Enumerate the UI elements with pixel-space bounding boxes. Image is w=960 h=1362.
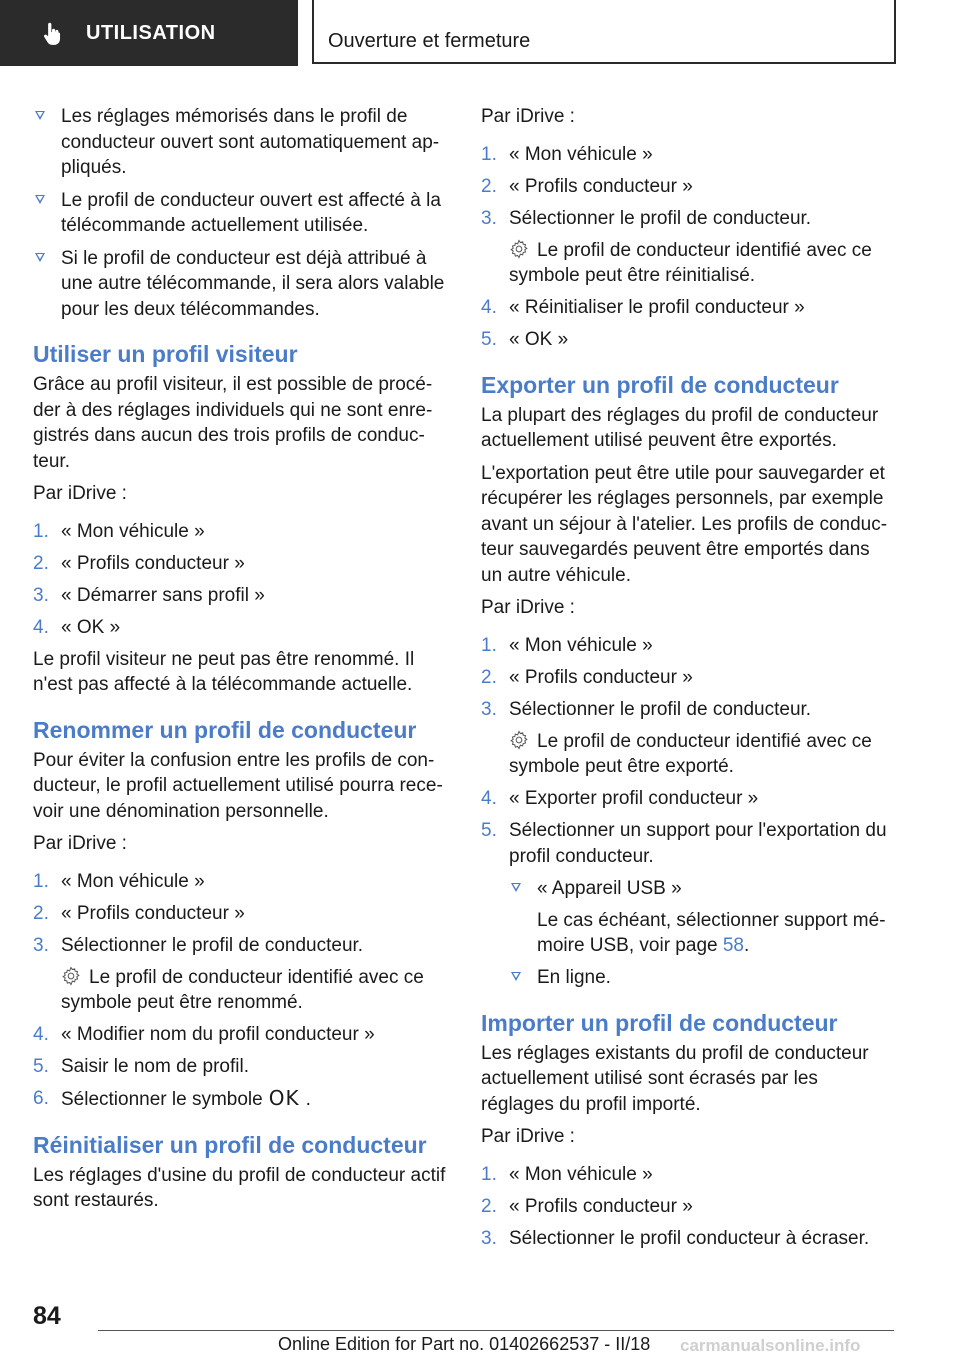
left-column xyxy=(33,104,447,1221)
paragraph: L'exportation peut être utile pour sauvegarder et récupérer les réglages personnels, par exemple avant un séjour à l'atelier. Les profils de conducteur sauvegardés peuvent être emportés dans un autre véhicule. xyxy=(481,462,888,586)
step-item: 6. Sélectionner le symbole OK . xyxy=(33,1086,311,1110)
triangle-bullet-icon xyxy=(35,195,45,204)
paragraph: Les réglages d'usine du profil de conducteur actif sont restaurés. xyxy=(33,1164,446,1211)
paragraph: Par iDrive : xyxy=(33,833,127,854)
gear-icon xyxy=(509,239,529,259)
section-title-box xyxy=(312,0,896,64)
chapter-tab xyxy=(0,0,298,66)
step-item: 3. Sélectionner le profil de conducteur. xyxy=(481,207,812,229)
sub-bullet-item: « Appareil USB » xyxy=(481,876,895,902)
page-header xyxy=(0,0,960,66)
step-item: 1. « Mon véhicule » xyxy=(481,143,653,165)
step-item: 2. « Profils conducteur » xyxy=(33,902,245,924)
step-item: 2. « Profils conducteur » xyxy=(481,666,693,688)
paragraph: Les réglages existants du profil de conducteur actuellement utilisé sont écrasés par les réglages du profil importé. xyxy=(481,1042,869,1115)
step-item: 3. « Démarrer sans profil » xyxy=(33,584,265,606)
edition-note: Online Edition for Part no. 01402662537 - II/18 xyxy=(278,1334,651,1354)
watermark: carmanualsonline.info xyxy=(680,1336,861,1355)
paragraph: Par iDrive : xyxy=(33,483,127,504)
paragraph: Le profil visiteur ne peut pas être renommé. Il n'est pas affecté à la télécommande actuelle. xyxy=(33,648,415,695)
page-link[interactable]: 58 xyxy=(722,935,744,956)
step-item: 1. « Mon véhicule » xyxy=(481,1163,653,1185)
gear-icon xyxy=(509,730,529,750)
heading-rename-profile: Renommer un profil de conducteur xyxy=(33,716,417,743)
bullet-item: Les réglages mémorisés dans le profil de conducteur ouvert sont automatiquement appliqués. xyxy=(33,104,447,181)
heading-import-profile: Importer un profil de conducteur xyxy=(481,1009,838,1036)
gear-icon xyxy=(61,966,81,986)
bullet-item: Si le profil de conducteur est déjà attribué à une autre télécommande, il sera alors valable pour les deux télécommandes. xyxy=(33,246,447,323)
paragraph: Par iDrive : xyxy=(481,597,575,618)
step-item: 4. « Réinitialiser le profil conducteur » xyxy=(481,297,805,318)
chapter-title: UTILISATION xyxy=(86,21,216,44)
section-title: Ouverture et fermeture xyxy=(328,30,531,52)
step-item: 1. « Mon véhicule » xyxy=(33,870,205,892)
step-note: Le profil de conducteur identifié avec ce symbole peut être exporté. xyxy=(509,730,872,777)
step-note: Le profil de conducteur identifié avec ce symbole peut être renommé. xyxy=(61,966,424,1013)
step-item: 2. « Profils conducteur » xyxy=(33,552,245,574)
step-item: 4. « Modifier nom du profil conducteur » xyxy=(33,1024,375,1045)
footer-divider xyxy=(98,1330,894,1331)
triangle-bullet-icon xyxy=(511,972,521,981)
paragraph: Grâce au profil visiteur, il est possible de procéder à des réglages individuels qui ne sont enregistrés dans aucun des trois profils de conducteur. xyxy=(33,374,433,472)
bullet-item: Le profil de conducteur ouvert est affecté à la télécommande actuellement utilisée. xyxy=(33,188,447,239)
sub-bullet-item: En ligne. xyxy=(481,965,895,991)
heading-reset-profile: Réinitialiser un profil de conducteur xyxy=(33,1131,427,1158)
step-item: 1. « Mon véhicule » xyxy=(33,520,205,542)
step-item: 1. « Mon véhicule » xyxy=(481,634,653,656)
triangle-bullet-icon xyxy=(511,883,521,892)
step-item: 5. Sélectionner un support pour l'exportation du profil conducteur. xyxy=(481,820,887,867)
step-item: 3. Sélectionner le profil conducteur à écraser. xyxy=(481,1227,870,1249)
step-note: Le profil de conducteur identifié avec ce symbole peut être réinitialisé. xyxy=(509,239,872,286)
paragraph: Pour éviter la confusion entre les profils de conducteur, le profil actuellement utilisé pourra recevoir une dénomination personnelle. xyxy=(33,749,443,822)
step-item: 3. Sélectionner le profil de conducteur. xyxy=(481,698,812,720)
triangle-bullet-icon xyxy=(35,111,45,120)
paragraph: La plupart des réglages du profil de conducteur actuellement utilisé peuvent être exportés. xyxy=(481,404,879,451)
triangle-bullet-icon xyxy=(35,253,45,262)
right-column xyxy=(481,104,895,1258)
step-item: 2. « Profils conducteur » xyxy=(481,175,693,197)
ok-symbol-icon: OK xyxy=(268,1086,300,1110)
step-item: 5. « OK » xyxy=(481,329,569,350)
step-item: 3. Sélectionner le profil de conducteur. xyxy=(33,934,364,956)
step-item: 4. « OK » xyxy=(33,616,121,638)
page-number: 84 xyxy=(33,1302,61,1330)
paragraph: Par iDrive : xyxy=(481,106,575,127)
step-item: 5. Saisir le nom de profil. xyxy=(33,1056,249,1077)
step-item: 2. « Profils conducteur » xyxy=(481,1195,693,1217)
step-item: 4. « Exporter profil conducteur » xyxy=(481,788,759,809)
sub-bullet-continuation: Le cas échéant, sélectionner support mémoire USB, voir page 58. xyxy=(537,909,886,956)
paragraph: Par iDrive : xyxy=(481,1126,575,1147)
hand-pointer-icon xyxy=(40,20,66,46)
heading-export-profile: Exporter un profil de conducteur xyxy=(481,371,839,398)
heading-visitor-profile: Utiliser un profil visiteur xyxy=(33,341,298,367)
